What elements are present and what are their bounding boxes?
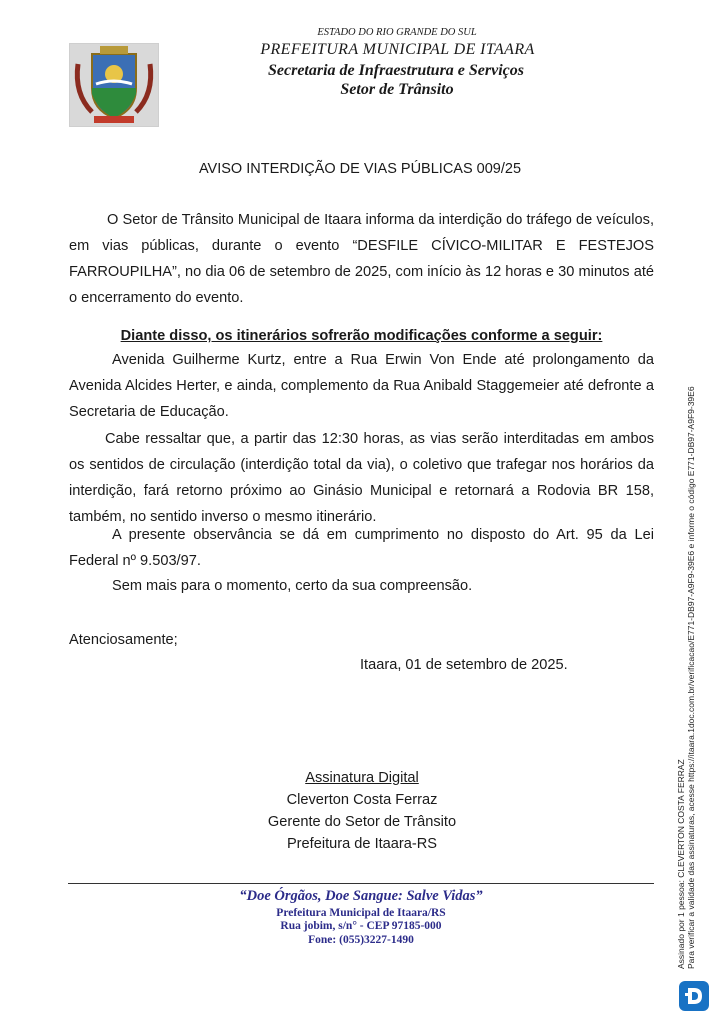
- closing-paragraph: Sem mais para o momento, certo da sua compreensão.: [112, 578, 473, 594]
- sector-name: Setor de Trânsito: [340, 81, 454, 98]
- interdiction-details-paragraph: Cabe ressaltar que, a partir das 12:30 horas, as vias serão interditadas em ambos os sentidos de circulação (interdição total da via), o coletivo que trafegar nos horários da interdição, fará retorno próximo ao Ginásio Municipal e retornará a Rodovia BR 158, também, no sentido inverso o mesmo itinerário.: [69, 431, 654, 525]
- secretariat-name: Secretaria de Infraestrutura e Serviços: [268, 62, 524, 79]
- prefecture-name: PREFEITURA MUNICIPAL DE ITAARA: [260, 41, 535, 58]
- signer-role: Gerente do Setor de Trânsito: [267, 814, 457, 830]
- 1doc-logo-icon[interactable]: [679, 981, 709, 1011]
- footer-organization: Prefeitura Municipal de Itaara/RS: [276, 907, 446, 919]
- signed-by-note: Assinado por 1 pessoa: CLEVERTON COSTA FERRAZ: [676, 759, 686, 969]
- state-name: ESTADO DO RIO GRANDE DO SUL: [317, 27, 477, 38]
- intro-paragraph: O Setor de Trânsito Municipal de Itaara informa da interdição do tráfego de veículos, em vias públicas, durante o evento “DESFILE CÍVICO-MILITAR E FESTEJOS FARROUPILHA”, no dia 06 de setembro de 2025, com início às 12 horas e 30 minutos até o encerramento do evento.: [69, 212, 654, 306]
- itinerary-subheading: Diante disso, os itinerários sofrerão modificações conforme a seguir:: [120, 328, 603, 344]
- verification-note[interactable]: Para verificar a validade das assinaturas, acesse https://itaara.1doc.com.br/verificacao/E771-DB97-A9F9-39E6 e informe o código E771-DB97-A9F9-39E6: [686, 386, 696, 969]
- signature-label: Assinatura Digital: [305, 770, 419, 786]
- footer-phone: Fone: (055)3227-1490: [308, 934, 414, 946]
- itinerary-paragraph: Avenida Guilherme Kurtz, entre a Rua Erwin Von Ende até prolongamento da Avenida Alcides Herter, e ainda, complemento da Rua Anibald Staggemeier até defronte a Secretaria de Educação.: [69, 352, 654, 420]
- signer-organization: Prefeitura de Itaara-RS: [286, 836, 438, 852]
- legal-basis-paragraph: A presente observância se dá em cumprimento no disposto do Art. 95 da Lei Federal nº 9.503/97.: [69, 527, 654, 569]
- salutation: Atenciosamente;: [69, 632, 178, 648]
- footer-slogan: “Doe Órgãos, Doe Sangue: Salve Vidas”: [239, 888, 483, 904]
- footer-address: Rua jobim, s/n° - CEP 97185-000: [280, 920, 442, 932]
- footer-divider: [68, 883, 654, 884]
- date-line: Itaara, 01 de setembro de 2025.: [360, 657, 568, 673]
- notice-title: AVISO INTERDIÇÃO DE VIAS PÚBLICAS 009/25: [198, 161, 522, 177]
- signer-name: Cleverton Costa Ferraz: [286, 792, 438, 808]
- coat-of-arms-icon: [69, 43, 159, 127]
